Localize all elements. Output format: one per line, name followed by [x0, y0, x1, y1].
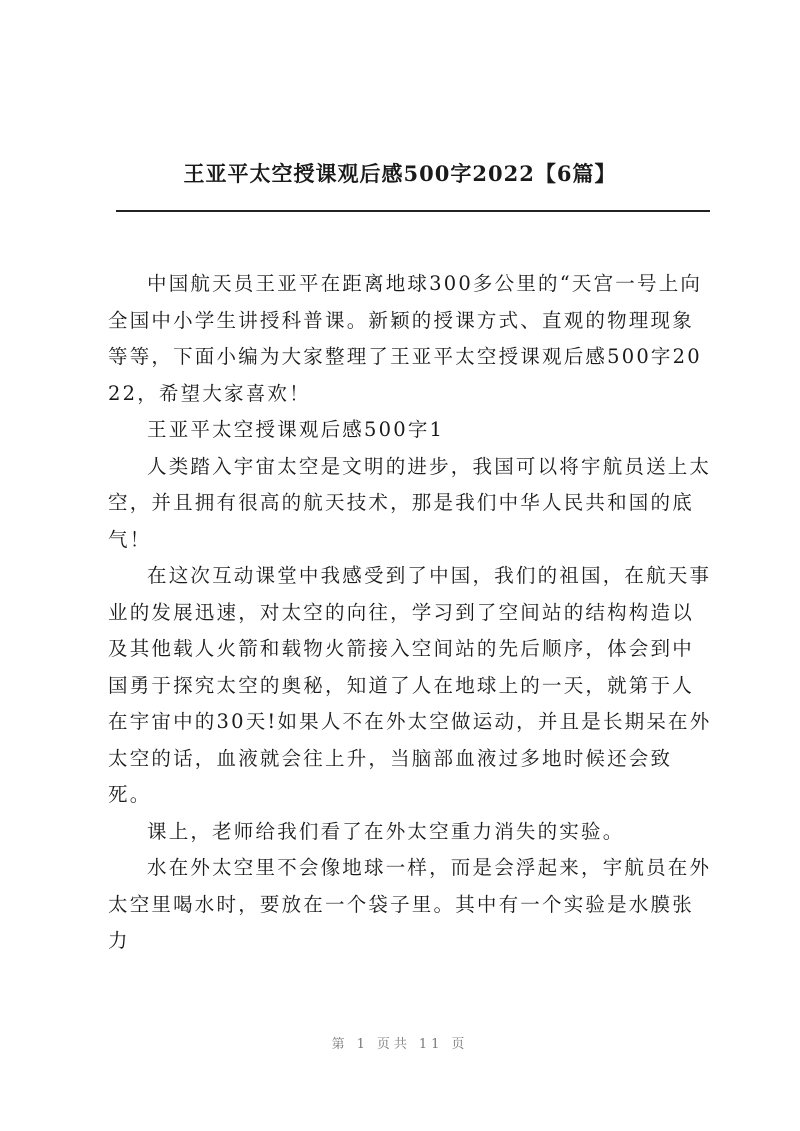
- body-paragraph: 在这次互动课堂中我感受到了中国，我们的祖国，在航天事业的发展迅速，对太空的向往，学习到了空间站的结构构造以及其他载人火箭和载物火箭接入空间站的先后顺序，体会到中国勇于探究太空的奥秘，知道了人在地球上的一天，就第于人在宇宙中的30天!如果人不在外太空做运动，并且是长期呆在外太空的话，血液就会往上升，当脑部血液过多地时候还会致死。: [108, 564, 712, 806]
- section-heading: 王亚平太空授课观后感500字1: [147, 418, 445, 441]
- intro-paragraph: 中国航天员王亚平在距离地球300多公里的“天宫一号上向全国中小学生讲授科普课。新颖的授课方式、直观的物理现象等等，下面小编为大家整理了王亚平太空授课观后感500字2022，希望大家喜欢！: [108, 272, 703, 405]
- body-paragraph: 人类踏入宇宙太空是文明的进步，我国可以将宇航员送上太空，并且拥有很高的航天技术，那是我们中华人民共和国的底气！: [108, 454, 712, 551]
- body-paragraph: 课上，老师给我们看了在外太空重力消失的实验。: [147, 819, 625, 843]
- page-footer: [0, 1033, 800, 1052]
- title-divider: [116, 210, 710, 212]
- document-body: [108, 266, 714, 960]
- footer-middle: 页共: [376, 1037, 411, 1052]
- body-paragraph: 水在外太空里不会像地球一样，而是会浮起来，宇航员在外太空里喝水时，要放在一个袋子里。其中有一个实验是水膜张力: [108, 856, 712, 952]
- footer-page-number: 1: [356, 1037, 369, 1052]
- footer-total-pages: 11: [418, 1037, 444, 1052]
- page-title: 王亚平太空授课观后感500字2022【6篇】: [183, 161, 617, 186]
- footer-prefix: 第: [331, 1037, 349, 1052]
- footer-suffix: 页: [451, 1037, 469, 1052]
